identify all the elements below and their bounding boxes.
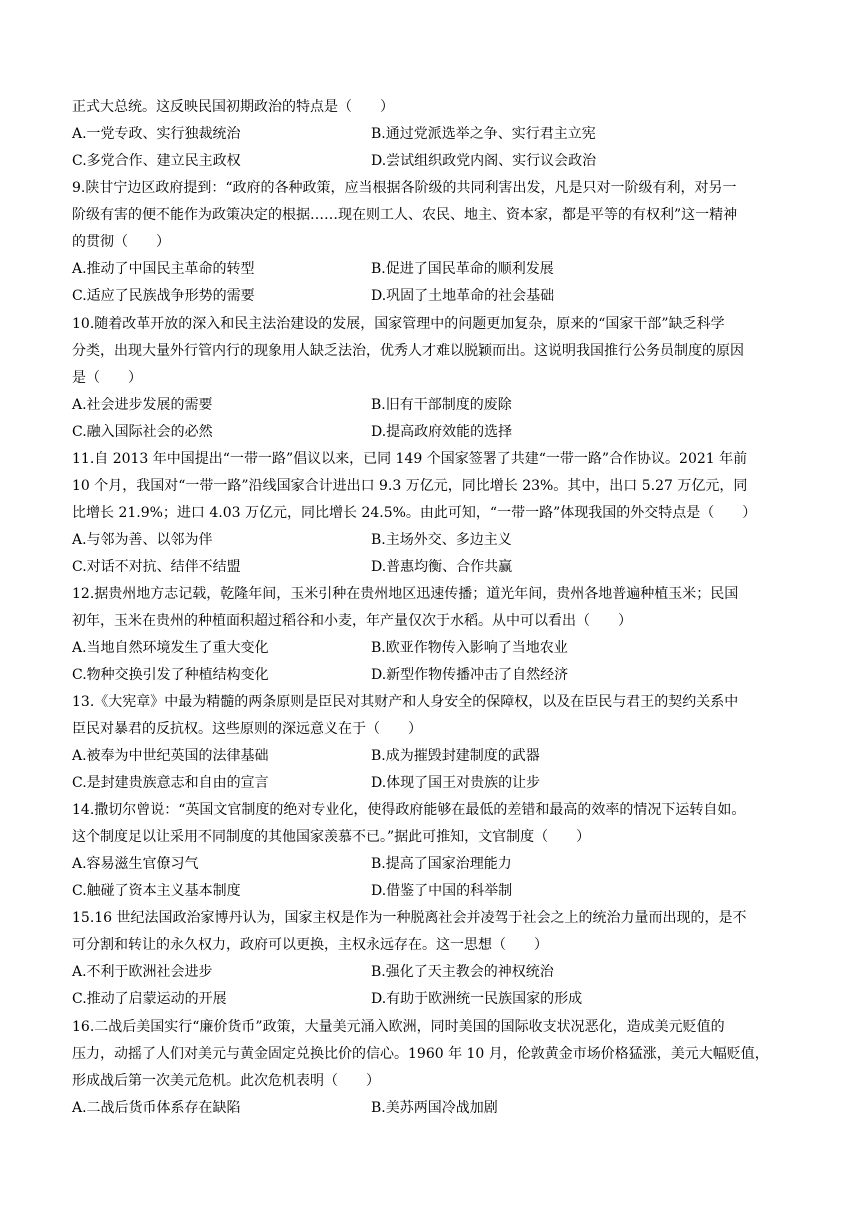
question-10-option-a: A.社会进步发展的需要 (72, 397, 213, 413)
question-11-option-d: D.普惠均衡、合作共赢 (371, 559, 513, 575)
question-14-option-c: C.触碰了资本主义基本制度 (72, 883, 241, 899)
question-12-stem-line: 12.据贵州地方志记载，乾隆年间，玉米引种在贵州地区迅速传播；道光年间，贵州各地普遍种植玉米；民国 (72, 586, 739, 602)
question-14-option-d: D.借鉴了中国的科举制 (371, 883, 513, 899)
question-10-option-b: B.旧有干部制度的废除 (371, 397, 512, 413)
question-9-option-b: B.促进了国民革命的顺利发展 (371, 261, 554, 277)
question-13-option-b: B.成为摧毁封建制度的武器 (371, 748, 540, 764)
question-13-option-d: D.体现了国王对贵族的让步 (371, 775, 541, 791)
question-15-option-a: A.不利于欧洲社会进步 (72, 964, 213, 980)
question-11-stem-line: 比增长 21.9%；进口 4.03 万亿元，同比增长 24.5%。由此可知，“一带一路”体现我国的外交特点是（ ） (72, 505, 757, 521)
question-16-stem-line: 16.二战后美国实行“廉价货币”政策，大量美元涌入欧洲，同时美国的国际收支状况恶化，造成美元贬值的 (72, 1019, 725, 1035)
question-14-option-a: A.容易滋生官僚习气 (72, 856, 199, 872)
question-9-option-a: A.推动了中国民主革命的转型 (72, 261, 255, 277)
question-13-option-c: C.是封建贵族意志和自由的宣言 (72, 775, 269, 791)
question-9-stem-line: 9.陕甘宁边区政府提到：“政府的各种政策，应当根据各阶级的共同利害出发，凡是只对一阶级有利，对另一 (72, 180, 737, 196)
question-10-option-c: C.融入国际社会的必然 (72, 424, 213, 440)
question-16-option-a: A.二战后货币体系存在缺陷 (72, 1100, 241, 1116)
question-10-stem-line: 分类，出现大量外行管内行的现象用人缺乏法治，优秀人才难以脱颖而出。这说明我国推行公务员制度的原因 (72, 343, 744, 359)
question-16-option-b: B.美苏两国冷战加剧 (371, 1100, 498, 1116)
question-11-option-a: A.与邻为善、以邻为伴 (72, 532, 213, 548)
question-15-option-c: C.推动了启蒙运动的开展 (72, 991, 227, 1007)
question-10-stem-line: 是（ ） (72, 370, 142, 386)
question-13-stem-line: 13.《大宪章》中最为精髓的两条原则是臣民对其财产和人身安全的保障权，以及在臣民与君王的契约关系中 (72, 694, 739, 710)
question-11-stem-line: 11.自 2013 年中国提出“一带一路”倡议以来，已同 149 个国家签署了共建“一带一路”合作协议。2021 年前 (72, 451, 748, 467)
question-9-stem-line: 阶级有害的便不能作为政策决定的根据……现在则工人、农民、地主、资本家，都是平等的有权利”这一精神 (72, 207, 738, 223)
question-11-option-c: C.对话不对抗、结伴不结盟 (72, 559, 241, 575)
question-15-option-d: D.有助于欧洲统一民族国家的形成 (371, 991, 583, 1007)
question-10-stem-line: 10.随着改革开放的深入和民主法治建设的发展，国家管理中的问题更加复杂，原来的“国家干部”缺乏科学 (72, 316, 725, 332)
question-9-option-d: D.巩固了土地革命的社会基础 (371, 288, 555, 304)
question-12-option-a: A.当地自然环境发生了重大变化 (72, 640, 269, 656)
question-8-option-a: A.一党专政、实行独裁统治 (72, 126, 241, 142)
question-15-option-b: B.强化了天主教会的神权统治 (371, 964, 554, 980)
question-11-stem-line: 10 个月，我国对“一带一路”沿线国家合计进出口 9.3 万亿元，同比增长 23%。其中，出口 5.27 万亿元，同 (72, 478, 748, 494)
question-15-stem-line: 可分割和转让的永久权力，政府可以更换，主权永远存在。这一思想（ ） (72, 937, 548, 953)
question-14-stem-line: 这个制度足以让采用不同制度的其他国家羡慕不已。”据此可推知，文官制度（ ） (72, 829, 591, 845)
question-16-stem-line: 压力，动摇了人们对美元与黄金固定兑换比价的信心。1960 年 10 月，伦敦黄金市场价格猛涨，美元大幅贬值， (72, 1046, 769, 1062)
question-12-stem-line: 初年，玉米在贵州的种植面积超过稻谷和小麦，年产量仅次于水稻。从中可以看出（ ） (72, 613, 632, 629)
question-15-stem-line: 15.16 世纪法国政治家博丹认为，国家主权是作为一种脱离社会并凌驾于社会之上的统治力量而出现的，是不 (72, 910, 747, 926)
question-13-stem-line: 臣民对暴君的反抗权。这些原则的深远意义在于（ ） (72, 721, 422, 737)
question-12-option-b: B.欧亚作物传入影响了当地农业 (371, 640, 568, 656)
question-14-stem-line: 14.撒切尔曾说：“英国文官制度的绝对专业化，使得政府能够在最低的差错和最高的效率的情况下运转自如。 (72, 802, 746, 818)
question-8-option-d: D.尝试组织政党内阁、实行议会政治 (371, 153, 597, 169)
question-8-option-b: B.通过党派选举之争、实行君主立宪 (371, 126, 596, 142)
question-9-option-c: C.适应了民族战争形势的需要 (72, 288, 255, 304)
question-16-stem-line: 形成战后第一次美元危机。此次危机表明（ ） (72, 1073, 380, 1089)
question-8-stem-tail: 正式大总统。这反映民国初期政治的特点是（ ） (72, 99, 394, 115)
question-14-option-b: B.提高了国家治理能力 (371, 856, 512, 872)
question-13-option-a: A.被奉为中世纪英国的法律基础 (72, 748, 269, 764)
question-9-stem-line: 的贯彻（ ） (72, 234, 170, 250)
question-8-option-c: C.多党合作、建立民主政权 (72, 153, 241, 169)
question-12-option-d: D.新型作物传播冲击了自然经济 (371, 667, 569, 683)
question-11-option-b: B.主场外交、多边主义 (371, 532, 512, 548)
question-10-option-d: D.提高政府效能的选择 (371, 424, 513, 440)
question-12-option-c: C.物种交换引发了种植结构变化 (72, 667, 269, 683)
